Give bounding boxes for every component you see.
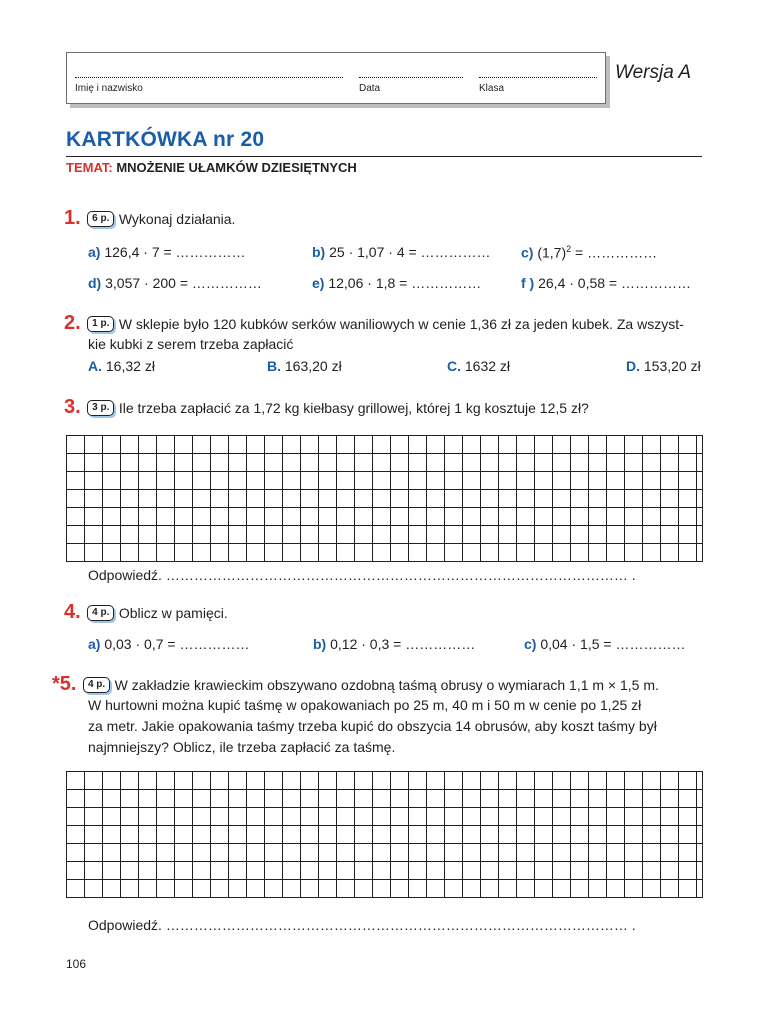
item-expression: 3,057 · 200 = ……………	[105, 275, 262, 291]
class-label: Klasa	[479, 83, 505, 94]
q2-option-b[interactable]	[267, 358, 342, 374]
q1-item-b	[312, 244, 491, 260]
q3-points-badge: 3 p.	[87, 400, 114, 416]
q1-points-badge: 6 p.	[87, 211, 114, 227]
option-letter: D.	[626, 358, 640, 374]
item-expression-rest: = ……………	[571, 244, 658, 261]
q2-option-a[interactable]	[88, 358, 155, 374]
q2-number: 2.	[64, 312, 81, 334]
q1-text: Wykonaj działania.	[118, 211, 236, 227]
item-letter: b)	[312, 244, 326, 260]
item-expression: 25 · 1,07 · 4 = ……………	[329, 244, 491, 260]
title-divider	[66, 156, 702, 157]
q2-points-badge: 1 p.	[87, 316, 114, 332]
option-letter: B.	[267, 358, 281, 374]
topic-line	[66, 160, 357, 175]
q5-header	[52, 673, 712, 696]
q5-work-grid[interactable]	[66, 771, 703, 898]
q2-header	[64, 312, 704, 335]
q4-item-b	[313, 636, 475, 652]
q4-number: 4.	[64, 601, 81, 623]
q1-header	[64, 207, 235, 230]
q4-points-badge: 4 p.	[87, 605, 114, 621]
item-expression: 0,03 · 0,7 = ……………	[104, 636, 250, 652]
q5-text-line4: najmniejszy? Oblicz, ile trzeba zapłacić za taśmę.	[88, 739, 396, 755]
version-label: Wersja A	[615, 62, 692, 83]
q1-item-a	[88, 244, 246, 260]
item-letter: e)	[312, 275, 325, 291]
item-letter: a)	[88, 636, 101, 652]
item-expression: 0,04 · 1,5 = ……………	[540, 636, 686, 652]
item-letter: c)	[524, 636, 537, 652]
class-field-line[interactable]	[479, 77, 597, 78]
item-expression: 0,12 · 0,3 = ……………	[330, 636, 476, 652]
q2-text-line2: kie kubki z serem trzeba zapłacić	[88, 336, 294, 352]
star-difficulty-icon: *	[52, 673, 60, 695]
q5-answer-line[interactable]: Odpowiedź. ……………………………………………………………………………………… .	[88, 917, 636, 933]
q2-option-c[interactable]	[447, 358, 510, 374]
q1-number: 1.	[64, 207, 81, 229]
page-title: KARTKÓWKA nr 20	[66, 128, 265, 151]
item-expression: 126,4 · 7 = ……………	[104, 244, 246, 260]
item-letter: f )	[521, 275, 535, 291]
topic-text: MNOŻENIE UŁAMKÓW DZIESIĘTNYCH	[116, 160, 357, 175]
q4-item-c	[524, 636, 685, 652]
q5-text-line2: W hurtowni można kupić taśmę w opakowaniach po 25 m, 40 m i 50 m w cenie po 1,25 zł	[88, 697, 642, 713]
option-letter: C.	[447, 358, 461, 374]
item-expression: 12,06 · 1,8 = ……………	[328, 275, 482, 291]
item-letter: b)	[313, 636, 327, 652]
q3-number: 3.	[64, 396, 81, 418]
q5-number: 5.	[59, 673, 77, 695]
q1-item-f	[521, 275, 691, 291]
date-field-line[interactable]	[359, 77, 463, 78]
q1-item-e	[312, 275, 481, 291]
q2-text-line1: W sklepie było 120 kubków serków waniliowych w cenie 1,36 zł za jeden kubek. Za wszyst-	[118, 316, 684, 332]
option-value: 163,20 zł	[284, 358, 342, 374]
student-info-box	[66, 52, 606, 104]
option-value: 16,32 zł	[105, 358, 155, 374]
option-value: 153,20 zł	[643, 358, 701, 374]
q1-item-c	[521, 244, 657, 261]
page-number: 106	[66, 957, 87, 971]
item-letter: d)	[88, 275, 102, 291]
q3-work-grid[interactable]	[66, 435, 703, 562]
item-expression: (1,7)	[537, 244, 567, 261]
option-value: 1632 zł	[464, 358, 511, 374]
item-letter: a)	[88, 244, 101, 260]
q2-option-d[interactable]	[626, 358, 701, 374]
q4-text: Oblicz w pamięci.	[118, 605, 228, 621]
q4-header	[64, 601, 228, 624]
name-field-line[interactable]	[75, 77, 343, 78]
q5-text-line3: za metr. Jakie opakowania taśmy trzeba kupić do obszycia 14 obrusów, aby koszt taśmy był	[88, 718, 657, 734]
topic-label: TEMAT:	[66, 160, 113, 175]
q3-header	[64, 396, 589, 419]
item-letter: c)	[521, 244, 534, 261]
name-label: Imię i nazwisko	[75, 83, 143, 94]
q1-item-d	[88, 275, 262, 291]
q3-text: Ile trzeba zapłacić za 1,72 kg kiełbasy grillowej, której 1 kg kosztuje 12,5 zł?	[118, 400, 589, 416]
q5-points-badge: 4 p.	[83, 677, 110, 693]
q3-answer-line[interactable]: Odpowiedź. ……………………………………………………………………………………… .	[88, 567, 636, 583]
date-label: Data	[359, 83, 381, 94]
item-expression: 26,4 · 0,58 = ……………	[538, 275, 692, 291]
exponent: 2	[566, 244, 572, 254]
option-letter: A.	[88, 358, 102, 374]
q4-item-a	[88, 636, 249, 652]
q5-text-line1: W zakładzie krawieckim obszywano ozdobną taśmą obrusy o wymiarach 1,1 m × 1,5 m.	[114, 677, 659, 693]
